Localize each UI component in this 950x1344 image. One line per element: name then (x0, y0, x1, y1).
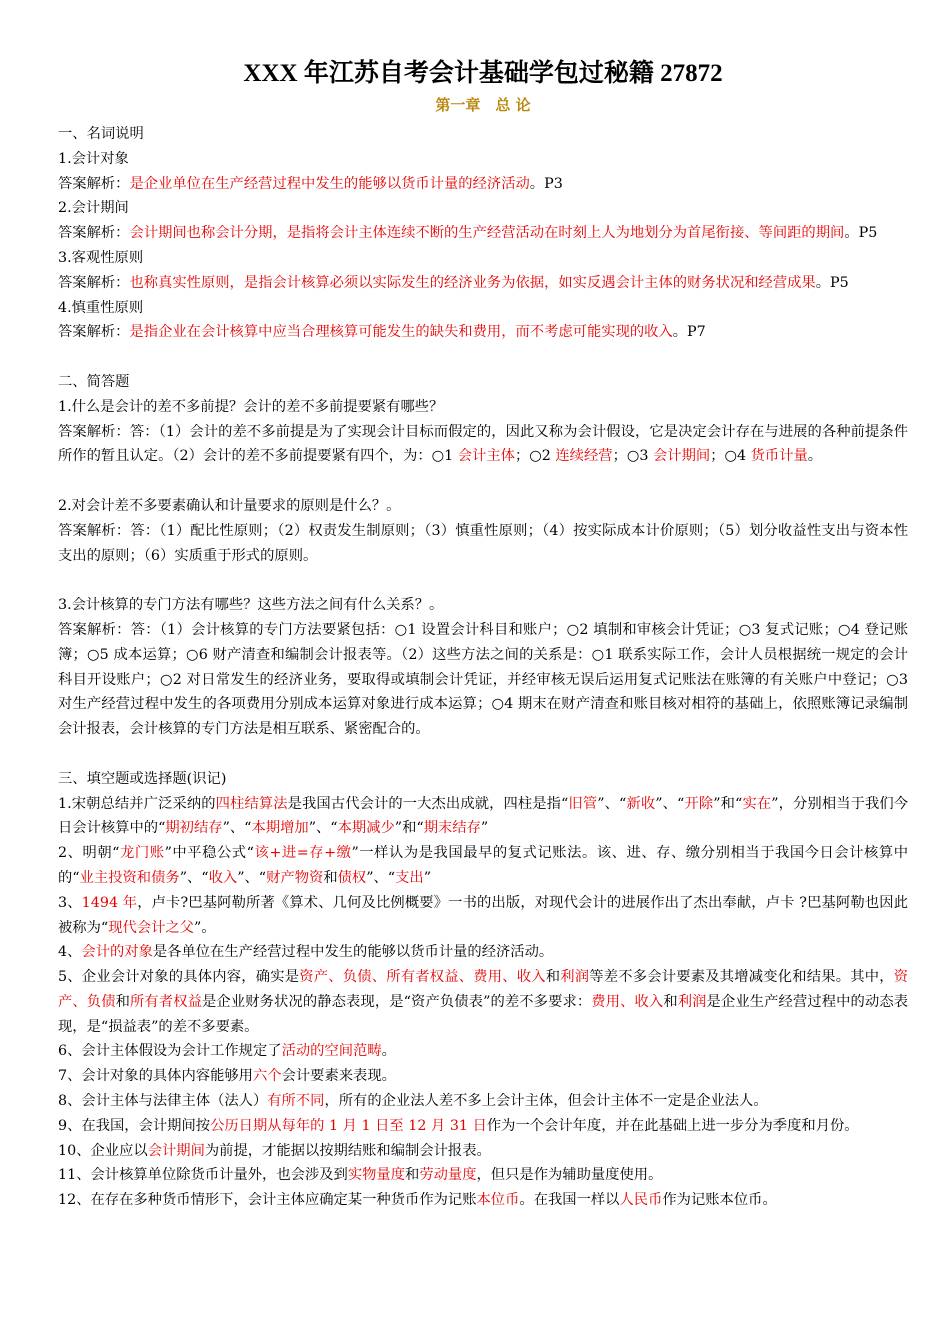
text-run: 。在我国一样以 (519, 1192, 620, 1209)
text-run: 5、企业会计对象的具体内容，确实是 (58, 969, 300, 986)
paragraph (58, 1064, 908, 1089)
highlighted-text: 劳动量度 (419, 1167, 477, 1184)
text-run: 。P7 (672, 324, 706, 341)
highlighted-text: 旧管 (568, 795, 598, 812)
text-run: ”、“ (179, 869, 209, 886)
text-run: 是各单位在生产经营过程中发生的能够以货币计量的经济活动。 (152, 944, 554, 961)
text-run: 等差不多会计要素及其增减变化和结果。其中， (589, 969, 894, 986)
text-run: 答案解析： (58, 274, 130, 291)
highlighted-text: 六个 (252, 1068, 282, 1085)
text-run: 和 (663, 993, 678, 1010)
text-run: 答案解析：答：（1）会计核算的专门方法要紧包括：○1 设置会计科目和账户；○2 填制和审核会计凭证；○3 复式记账；○4 登记账簿；○5 成本运算；○6 财产清查和编制会计报表等。（2）这些方法之间的关系是：○1 联系实际工作，会计人员根据统一规定的会计科目开设账户；○2 对日常发生的经济业务，要取得或填制会计凭证，并经审核无误后运用复式记账法在账簿的有关账户中登记；○3 对生产经营过程中发生的各项费用分别成本运算对象进行成本运算；○4 期末在财产清查和账目核对相符的基础上，依照账簿记录编制会计报表，会计核算的专门方法是相互联系、紧密配合的。 (58, 621, 908, 738)
paragraph (58, 1039, 908, 1064)
text-run: ” (480, 820, 489, 837)
text-run: ”和“ (394, 820, 424, 837)
text-run: 作为一个会计年度，并在此基础上进一步分为季度和月份。 (486, 1117, 859, 1134)
paragraph (58, 296, 908, 321)
text-run: 4、 (58, 944, 82, 961)
text-run: 为前提，才能据以按期结账和编制会计报表。 (204, 1142, 491, 1159)
highlighted-text: 资产、负债、所有者权益、费用、收入 (299, 969, 546, 986)
highlighted-text: 收入 (208, 869, 238, 886)
text-run: 是企业财务状况的静态表现，是“资产负债表”的差不多要求： (202, 993, 592, 1010)
blank-line (58, 345, 908, 370)
text-run: 8、会计主体与法律主体（法人） (58, 1093, 268, 1110)
paragraph (58, 519, 908, 569)
text-run: 一、名词说明 (58, 126, 144, 142)
highlighted-text: 利润 (677, 993, 707, 1010)
paragraph (58, 494, 908, 519)
highlighted-text: 是企业单位在生产经营过程中发生的能够以货币计量的经济活动 (129, 175, 530, 192)
text-run: 2.会计期间 (58, 200, 129, 217)
text-run: 和 (405, 1167, 420, 1184)
text-run: 答案解析： (58, 175, 130, 192)
highlighted-text: 连续经营 (555, 448, 613, 465)
highlighted-text: 四柱结算法 (215, 795, 288, 812)
text-run: 11、会计核算单位除货币计量外，也会涉及到 (58, 1167, 348, 1184)
highlighted-text: 会计主体 (457, 448, 515, 465)
text-run: 10、企业应以 (58, 1142, 148, 1159)
text-run: ”、“ (655, 795, 685, 812)
text-run: ”、“ (237, 869, 267, 886)
highlighted-text: 人民币 (619, 1192, 663, 1209)
highlighted-text: 活动的空间范畴 (281, 1043, 382, 1060)
highlighted-text: 会计期间 (653, 448, 711, 465)
paragraph (58, 221, 908, 246)
highlighted-text: 现代会计之父 (108, 919, 194, 936)
paragraph (58, 420, 908, 470)
highlighted-text: 是指企业在会计核算中应当合理核算可能发生的缺失和费用，而不考虑可能实现的收入 (129, 324, 673, 341)
text-run: ，但只是作为辅助量度使用。 (476, 1167, 663, 1184)
paragraph (58, 965, 908, 1039)
text-run: 2、明朝“ (58, 845, 120, 862)
highlighted-text: 本期减少 (337, 820, 395, 837)
text-run: 答案解析： (58, 324, 130, 341)
text-run: ”、“ (308, 820, 338, 837)
highlighted-text: 费用、收入 (591, 993, 664, 1010)
paragraph (58, 320, 908, 345)
text-run: ”，分别相当于我们今日会计核算中的“ (58, 795, 909, 837)
text-run: 和 (323, 869, 338, 886)
paragraph (58, 940, 908, 965)
paragraph (58, 618, 908, 742)
text-run: 会计要素来表现。 (281, 1068, 396, 1085)
text-run: 答案解析：答：（1）会计的差不多前提是为了实现会计目标而假定的，因此又称为会计假设，它是决定会计存在与进展的各种前提条件所作的暂且认定。（2）会计的差不多前提要紧有四个，为：○1 (58, 423, 908, 465)
text-run: 二、简答题 (58, 373, 130, 390)
text-run: 答案解析：答：（1）配比性原则；（2）权责发生制原则；（3）慎重性原则；（4）按实际成本计价原则；（5）划分收益性支出与资本性支出的原则；（6）实质重于形式的原则。 (58, 522, 908, 564)
paragraph (58, 271, 908, 296)
text-run: ，所有的企业法人差不多上会计主体，但会计主体不一定是企业法人。 (324, 1093, 768, 1110)
text-run: ” (423, 869, 432, 886)
text-run: 。P3 (529, 175, 563, 192)
text-run: 答案解析： (58, 225, 130, 242)
document-title: XXX 年江苏自考会计基础学包过秘籍 27872 (243, 60, 723, 87)
paragraph (58, 1163, 908, 1188)
text-run: 1.宋朝总结并广泛采纳的 (58, 795, 216, 812)
text-run: ；○4 (710, 448, 751, 465)
highlighted-text: 该+进=存+缴 (253, 845, 352, 862)
text-run: 。P5 (844, 225, 878, 242)
text-run: 3.会计核算的专门方法有哪些？这些方法之间有什么关系？。 (58, 597, 444, 614)
highlighted-text: 会计期间也称会计分期，是指将会计主体连续不断的生产经营活动在时刻上人为地划分为首尾衔接、等间距的期间 (129, 225, 845, 242)
paragraph (58, 792, 908, 842)
highlighted-text: 债权 (337, 869, 367, 886)
text-run: ”、“ (597, 795, 627, 812)
highlighted-text: 所有者权益 (130, 993, 203, 1010)
paragraph (58, 891, 908, 941)
paragraph (58, 395, 908, 420)
blank-line (58, 469, 908, 494)
highlighted-text: 公历日期从每年的 1 月 1 日至 12 月 31 日 (210, 1117, 487, 1134)
text-run: ”中平稳公式“ (164, 845, 254, 862)
paragraph (58, 246, 908, 271)
text-run: 3、 (58, 894, 82, 911)
text-run: 9、在我国，会计期间按 (58, 1117, 211, 1134)
paragraph (58, 593, 908, 618)
paragraph (58, 370, 908, 395)
text-run: 三、填空题或选择题(识记) (58, 770, 227, 787)
text-run: ；○3 (612, 448, 653, 465)
text-run: 。P5 (815, 274, 849, 291)
document-body (58, 122, 908, 1213)
text-run: 4.慎重性原则 (58, 299, 144, 316)
blank-line (58, 742, 908, 767)
highlighted-text: 也称真实性原则，是指会计核算必须以实际发生的经济业务为依据，如实反遇会计主体的财务状况和经营成果 (129, 274, 816, 291)
document-page (58, 56, 908, 1213)
text-run: 1.会计对象 (58, 150, 129, 167)
highlighted-text: 本位币 (476, 1192, 520, 1209)
highlighted-text: 会计期间 (147, 1142, 205, 1159)
highlighted-text: 开除 (684, 795, 714, 812)
highlighted-text: 财产物资 (266, 869, 324, 886)
paragraph (58, 1139, 908, 1164)
text-run: ”。 (193, 919, 216, 936)
paragraph (58, 147, 908, 172)
highlighted-text: 有所不同 (267, 1093, 325, 1110)
highlighted-text: 期末结存 (423, 820, 481, 837)
text-run: 是我国古代会计的一大杰出成就，四柱是指“ (287, 795, 569, 812)
text-run: ，卢卡?巴基阿勒所著《算术、几何及比例概要》一书的出版，对现代会计的进展作出了杰出奉献，卢卡 ?巴基阿勒也因此被称为“ (58, 894, 908, 936)
highlighted-text: 业主投资和债务 (79, 869, 180, 886)
chapter-heading: 第一章 总 论 (435, 96, 531, 114)
highlighted-text: 实物量度 (347, 1167, 406, 1184)
text-run: ”、“ (222, 820, 252, 837)
text-run: 和 (545, 969, 561, 986)
paragraph (58, 1089, 908, 1114)
text-run: ”一样认为是我国最早的复式记账法。该、进、存、缴分别相当于我国今日会计核算中的“ (58, 845, 909, 886)
paragraph (58, 172, 908, 197)
text-run: ；○2 (514, 448, 556, 465)
text-run: 7、会计对象的具体内容能够用 (58, 1068, 253, 1085)
highlighted-text: 实在 (742, 795, 772, 812)
text-run: 和 (115, 993, 131, 1010)
paragraph (58, 122, 908, 147)
highlighted-text: 龙门账 (119, 845, 165, 862)
text-run: 是企业生产经营过程中的动态表现，是“损益表”的差不多要素。 (58, 993, 909, 1035)
text-run: 作为记账本位币。 (662, 1192, 777, 1209)
paragraph (58, 841, 908, 891)
text-run: ”和“ (713, 795, 743, 812)
text-run: 6、会计主体假设为会计工作规定了 (58, 1043, 282, 1060)
text-run: 1.什么是会计的差不多前提？会计的差不多前提要紧有哪些？ (58, 398, 444, 415)
highlighted-text: 利润 (560, 969, 590, 986)
highlighted-text: 1494 年 (81, 894, 138, 911)
paragraph (58, 196, 908, 221)
highlighted-text: 会计的对象 (81, 944, 153, 961)
highlighted-text: 本期增加 (251, 820, 309, 837)
highlighted-text: 期初结存 (165, 820, 223, 837)
highlighted-text: 货币计量 (750, 448, 808, 465)
text-run: 12、在存在多种货币情形下，会计主体应确定某一种货币作为记账 (58, 1192, 477, 1209)
highlighted-text: 支出 (395, 869, 424, 886)
text-run: 2.对会计差不多要素确认和计量要求的原则是什么？。 (58, 497, 401, 514)
blank-line (58, 568, 908, 593)
text-run: ”、“ (366, 869, 396, 886)
paragraph (58, 1114, 908, 1139)
text-run: 。 (807, 448, 823, 465)
paragraph (58, 767, 908, 792)
text-run: 。 (381, 1043, 396, 1060)
highlighted-text: 新收 (626, 795, 656, 812)
text-run: 3.客观性原则 (58, 249, 144, 266)
paragraph (58, 1188, 908, 1213)
highlighted-text: 资产、负债 (58, 969, 908, 1010)
